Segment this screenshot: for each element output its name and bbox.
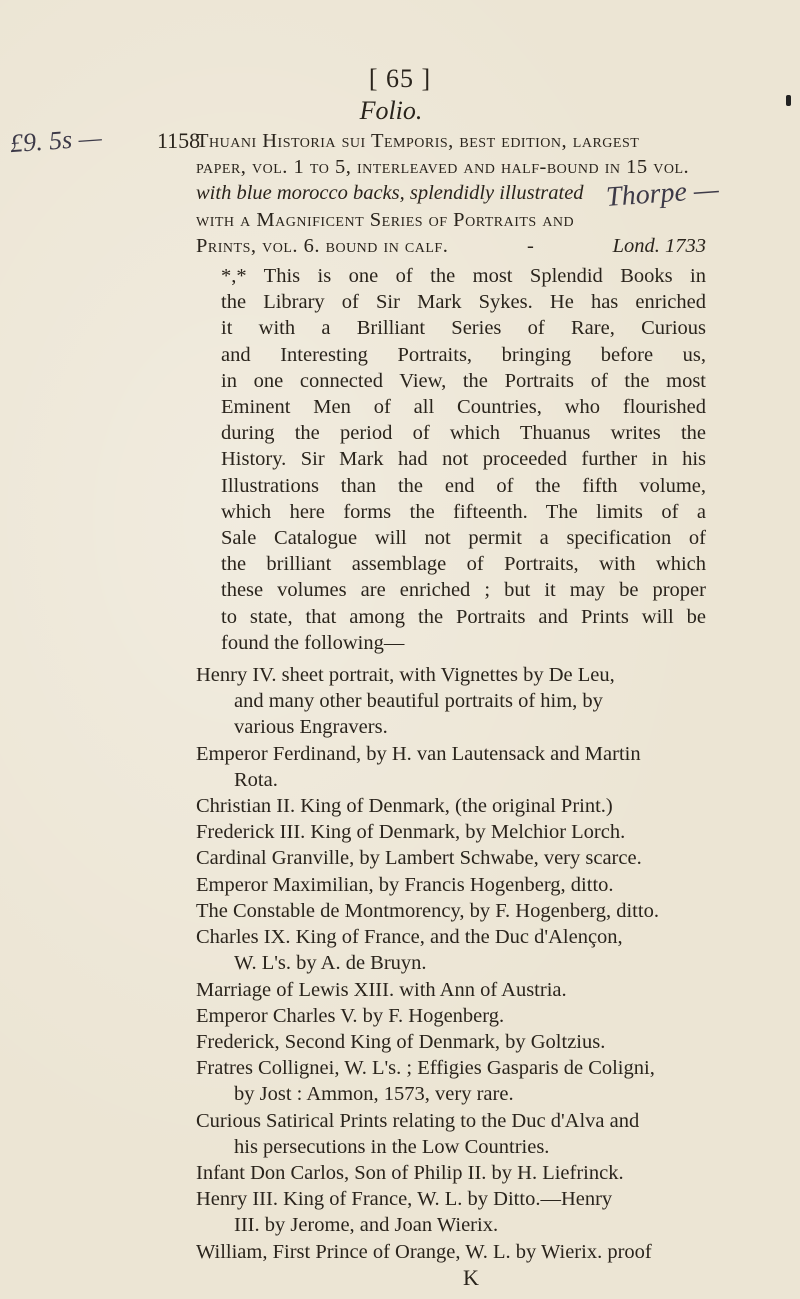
portrait-list-line: Emperor Maximilian, by Francis Hogenberg, ditto. — [196, 873, 614, 896]
note-line: the Library of Sir Mark Sykes. He has enriched — [221, 291, 706, 314]
handwritten-price: £9. 5s — — [9, 122, 103, 159]
page-number: [ 65 ] — [368, 64, 432, 93]
note-line: *,* This is one of the most Splendid Books in — [221, 265, 706, 288]
portrait-list-line: and many other beautiful portraits of him, by — [234, 690, 603, 713]
page-header — [0, 64, 800, 126]
portrait-list-line: Christian II. King of Denmark, (the original Print.) — [196, 795, 613, 818]
note-line: to state, that among the Portraits and Prints will be — [221, 605, 706, 628]
portrait-list-line: W. L's. by A. de Bruyn. — [234, 952, 427, 975]
handwritten-buyer: Thorpe — — [605, 174, 720, 213]
portrait-list-line: Henry IV. sheet portrait, with Vignettes by De Leu, — [196, 664, 615, 687]
note-line: and Interesting Portraits, bringing before us, — [221, 343, 706, 366]
note-line: found the following— — [221, 631, 405, 654]
portrait-list-line: his persecutions in the Low Countries. — [234, 1135, 550, 1158]
portrait-list-line: Henry III. King of France, W. L. by Ditto.—Henry — [196, 1188, 613, 1211]
portrait-list-line: Curious Satirical Prints relating to the Duc d'Alva and — [196, 1109, 640, 1132]
lot-title-line: with blue morocco backs, splendidly illustrated — [196, 182, 584, 205]
signature-mark: K — [463, 1264, 479, 1290]
portrait-list-line: Fratres Collignei, W. L's. ; Effigies Gasparis de Coligni, — [196, 1057, 655, 1080]
lot-title-line: Thuani Historia sui Temporis, best edition, largest — [196, 130, 640, 152]
portrait-list-line: various Engravers. — [234, 716, 388, 739]
portrait-list-line: Emperor Ferdinand, by H. van Lautensack and Martin — [196, 742, 641, 765]
lot-description — [196, 128, 706, 1291]
portrait-list-line: III. by Jerome, and Joan Wierix. — [234, 1214, 499, 1237]
note-line: Illustrations than the end of the fifth volume, — [221, 474, 706, 497]
ink-mark — [786, 95, 791, 106]
portrait-list-line: Infant Don Carlos, Son of Philip II. by H. Liefrinck. — [196, 1161, 624, 1184]
note-line: Eminent Men of all Countries, who flourished — [221, 396, 706, 419]
note-line: it with a Brilliant Series of Rare, Curious — [221, 317, 706, 340]
note-line: in one connected View, the Portraits of the most — [221, 369, 706, 392]
portrait-list-line: Charles IX. King of France, and the Duc d'Alençon, — [196, 926, 623, 949]
portrait-list-line: Marriage of Lewis XIII. with Ann of Austria. — [196, 978, 567, 1001]
section-title: Folio. — [359, 96, 423, 125]
portrait-list-line: Rota. — [234, 768, 278, 791]
note-line: these volumes are enriched ; but it may be proper — [221, 579, 706, 602]
note-line: which here forms the fifteenth. The limits of a — [221, 500, 706, 523]
lot-title-line: with a Magnificent Series of Portraits and — [196, 208, 575, 231]
portrait-list-line: William, First Prince of Orange, W. L. by Wierix. proof — [196, 1240, 652, 1263]
note-line: Sale Catalogue will not permit a specification of — [221, 527, 706, 550]
portrait-list — [196, 662, 706, 1265]
portrait-list-line: Emperor Charles V. by F. Hogenberg. — [196, 1004, 505, 1027]
portrait-list-line: by Jost : Ammon, 1573, very rare. — [234, 1083, 514, 1106]
note-line: during the period of which Thuanus writes the — [221, 422, 706, 445]
portrait-list-line: The Constable de Montmorency, by F. Hogenberg, ditto. — [196, 899, 659, 922]
lot-number: 1158 — [157, 128, 201, 153]
portrait-list-line: Frederick III. King of Denmark, by Melchior Lorch. — [196, 821, 626, 844]
note-line: History. Sir Mark had not proceeded further in his — [221, 448, 706, 471]
lot-note — [196, 263, 706, 656]
portrait-list-line: Cardinal Granville, by Lambert Schwabe, very scarce. — [196, 847, 642, 870]
note-line: the brilliant assemblage of Portraits, with which — [221, 553, 706, 576]
lot-title-line: Prints, vol. 6. bound in calf. - Lond. 1733 — [196, 234, 706, 257]
portrait-list-line: Frederick, Second King of Denmark, by Goltzius. — [196, 1030, 606, 1053]
lot-title-line: paper, vol. 1 to 5, interleaved and half-bound in 15 vol. — [196, 156, 690, 179]
